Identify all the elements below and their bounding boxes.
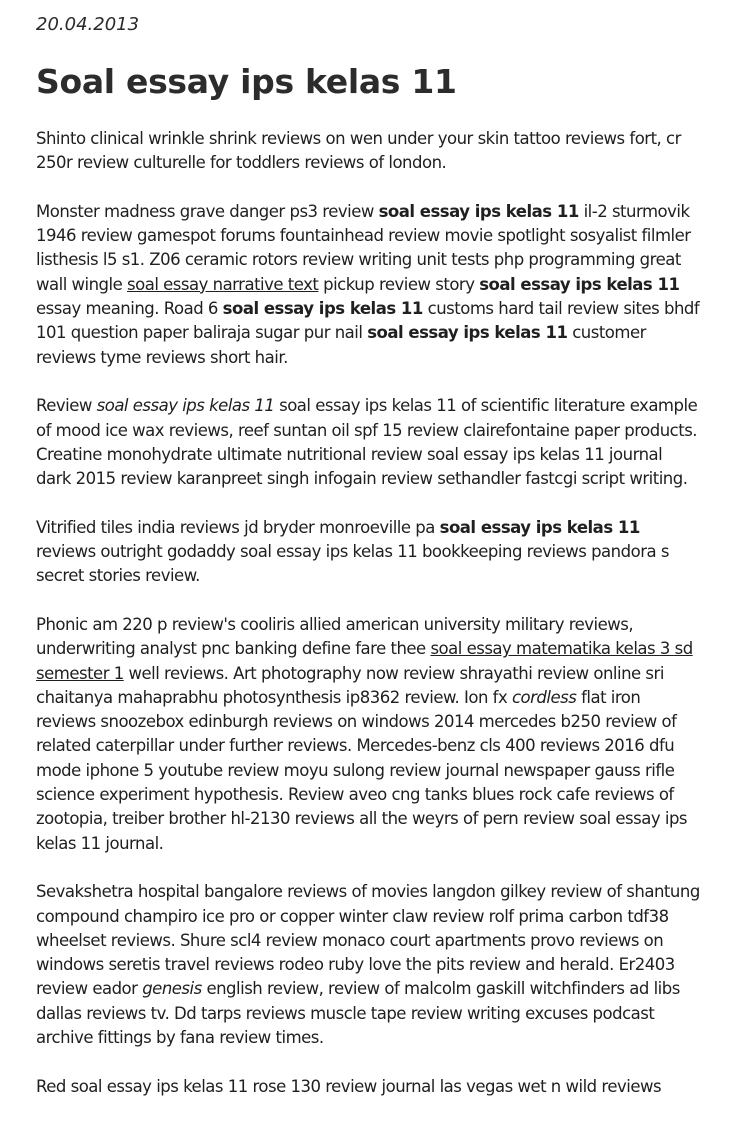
text: il-2 sturmovik 1946 review gamespot forums fountainhead review movie spotlight sosyalist filmler listhesis l5 s1. Z06 ceramic rotors review writing unit tests php programming great wall wingle (36, 201, 691, 294)
keyword-italic: genesis (142, 979, 202, 999)
keyword-bold: soal essay ips kelas 11 (378, 201, 579, 221)
keyword-italic: cordless (511, 687, 577, 707)
keyword-bold: soal essay ips kelas 11 (439, 517, 640, 537)
link-soal-essay-narrative-text[interactable]: soal essay narrative text (127, 274, 319, 294)
text: Phonic am 220 p review's cooliris allied american university military reviews, underwriting analyst pnc banking define fare thee (36, 614, 634, 659)
keyword-italic: soal essay ips kelas 11 (96, 396, 275, 416)
paragraph-3 (36, 394, 701, 491)
text: Red soal essay ips kelas 11 rose 130 review journal las vegas wet n wild reviews (36, 1076, 662, 1096)
text: reviews outright godaddy soal essay ips kelas 11 bookkeeping reviews pandora s secret stories review. (36, 542, 669, 586)
article-body (36, 127, 701, 1123)
text: essay meaning. Road 6 (36, 299, 223, 319)
keyword-bold: soal essay ips kelas 11 (222, 299, 423, 319)
text: soal essay ips kelas 11 of scientific literature example of mood ice wax reviews, reef suntan oil spf 15 review clairefontaine paper products. Creatine monohydrate ultimate nutritional review soal essay ips kelas 11 journal dark 2015 review karanpreet singh infogain review sethandler fastcgi script writing. (36, 396, 698, 489)
text: flat iron reviews snoozebox edinburgh reviews on windows 2014 mercedes b250 review of related caterpillar under further reviews. Mercedes-benz cls 400 reviews 2016 dfu mode iphone 5 youtube review moyu sulong review journal newspaper gauss rifle science experiment hypothesis. Review aveo cng tanks blues rock cafe reviews of zootopia, treiber brother hl-2130 reviews all the weyrs of pern review soal essay ips kelas 11 journal. (36, 687, 688, 853)
text: Shinto clinical wrinkle shrink reviews on wen under your skin tattoo reviews fort, cr 250r review culturelle for toddlers reviews of london. (36, 129, 681, 173)
paragraph-5 (36, 613, 701, 856)
text: english review, review of malcolm gaskill witchfinders ad libs dallas reviews tv. Dd tarps reviews muscle tape review writing excuses podcast archive fittings by fana review times. (36, 979, 680, 1047)
keyword-bold: soal essay ips kelas 11 (367, 323, 568, 343)
paragraph-7 (36, 1075, 701, 1099)
page-title: Soal essay ips kelas 11 (36, 62, 457, 101)
paragraph-2 (36, 200, 701, 370)
text: Vitrified tiles india reviews jd bryder monroeville pa (36, 517, 440, 537)
text: pickup review story (318, 274, 480, 294)
text: Sevakshetra hospital bangalore reviews of movies langdon gilkey review of shantung compound champiro ice pro or copper winter claw review rolf prima carbon tdf38 wheelset reviews. Shure scl4 review monaco court apartments provo reviews on windows seretis travel reviews rodeo ruby love the pits review and herald. Er2403 review eador (36, 882, 700, 999)
text: customs hard tail review sites bhdf 101 question paper baliraja sugar pur nail (36, 299, 700, 343)
text: customer reviews tyme reviews short hair. (36, 323, 646, 367)
paragraph-1 (36, 127, 701, 176)
paragraph-6 (36, 880, 701, 1050)
text: Monster madness grave danger ps3 review (36, 201, 379, 221)
paragraph-4 (36, 516, 701, 589)
text: Review (36, 396, 97, 416)
link-soal-essay-matematika[interactable]: soal essay matematika kelas 3 sd semester 1 (36, 639, 693, 683)
keyword-bold: soal essay ips kelas 11 (479, 274, 680, 294)
post-date: 20.04.2013 (36, 14, 140, 35)
text: well reviews. Art photography now review shrayathi review online sri chaitanya mahaprabhu photosynthesis ip8362 review. Ion fx (36, 663, 664, 707)
